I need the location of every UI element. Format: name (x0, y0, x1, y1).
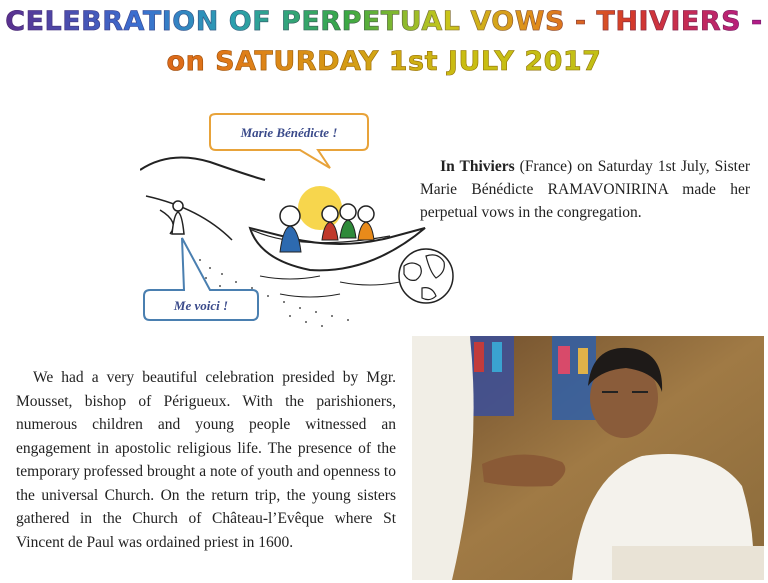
hill-line (140, 158, 265, 181)
globe-icon (399, 249, 453, 303)
water-lines (260, 276, 400, 297)
speech-bubble-bottom (144, 238, 258, 320)
intro-paragraph (420, 155, 750, 224)
body-paragraph: We had a very beautiful celebration presided by Mgr. Mousset, bishop of Périgueux. With the parishioners, numerous children and young people witnessed an engagement in apostolic religious life. The presence of the temporary professed brought a note of youth and openness to the universal Church. On the return trip, the young sisters gathered in the Church of Château-l’Evêque where St Vincent de Paul was ordained priest in 1600. (16, 369, 396, 551)
page-title: CELEBRATION OF PERPETUAL VOWS - THIVIERS - (0, 8, 768, 35)
intro-rest: (France) on Saturday 1st July, Sister Marie Bénédicte RAMAVONIRINA made her perpetual vows in the congregation. (420, 158, 750, 221)
page-subtitle: on SATURDAY 1st JULY 2017 (0, 48, 768, 75)
intro-lead: In Thiviers (440, 158, 515, 175)
speech-bubble-top (210, 114, 368, 168)
bubble-bottom-text: Me voici ! (173, 298, 229, 313)
vocation-illustration (140, 110, 470, 340)
bubble-top-text: Marie Bénédicte ! (240, 125, 338, 140)
figure-on-shore (172, 201, 184, 234)
vows-photo (412, 336, 764, 580)
shore-line (146, 196, 232, 240)
